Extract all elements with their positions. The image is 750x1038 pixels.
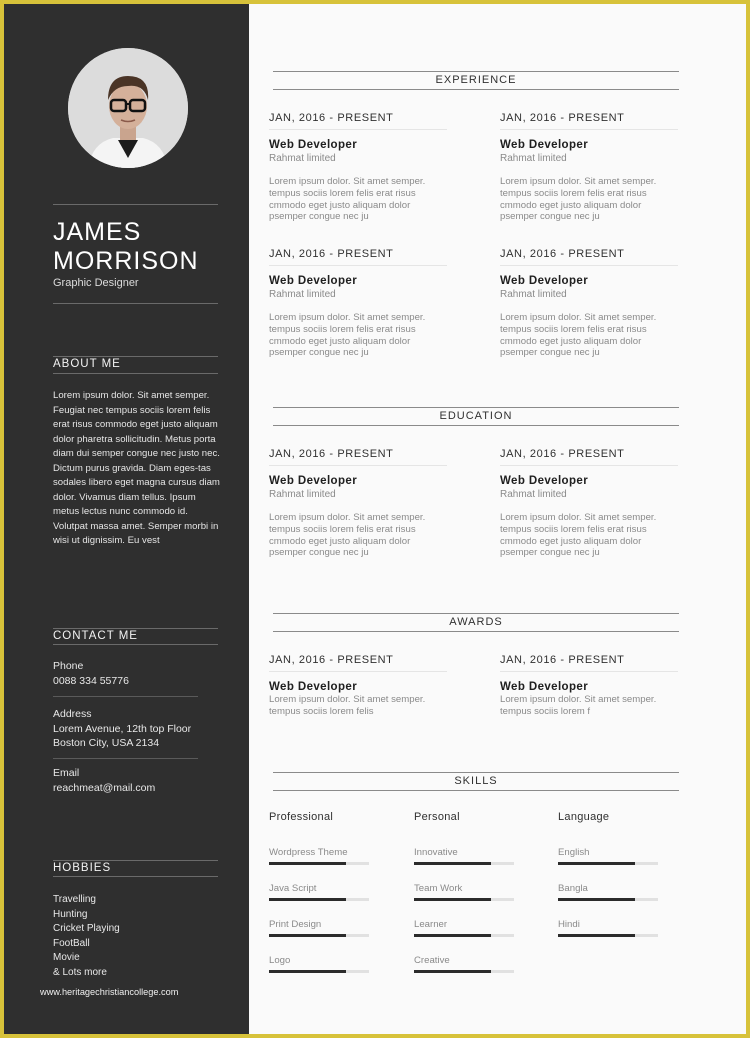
entry-date: JAN, 2016 - PRESENT [500,248,678,266]
divider [53,876,218,877]
education-entry [269,448,447,559]
divider [53,628,218,629]
skill-item [269,883,369,901]
entry-title: Web Developer [269,475,358,487]
skill-bar [414,970,514,973]
name-first: JAMES [53,218,142,246]
skill-bar [269,898,369,901]
entry-description: Lorem ipsum dolor. Sit amet semper. tempus sociis lorem felis erat risus cmmodo eget justo aliquam dolor psemper congue nec ju [269,312,426,359]
divider [53,644,218,645]
skills-column-personal [414,811,524,966]
entry-description: Lorem ipsum dolor. Sit amet semper. tempus sociis lorem felis erat risus cmmodo eget justo aliquam dolor psemper congue nec ju [269,512,426,559]
entry-title: Web Developer [269,681,358,693]
list-item: FootBall [53,937,90,949]
skill-bar-fill [558,934,635,937]
skill-bar [414,898,514,901]
awards-heading [273,613,679,632]
entry-title: Web Developer [500,139,589,151]
watermark-url: www.heritagechristiancollege.com [40,987,179,997]
email-value[interactable]: reachmeat@mail.com [53,782,156,794]
skill-label: Print Design [269,919,322,930]
entry-title: Web Developer [269,275,358,287]
divider [53,758,198,759]
divider [53,373,218,374]
job-title: Graphic Designer [53,277,139,289]
skill-bar [269,934,369,937]
skills-column-heading: Language [558,811,610,823]
entry-description: Lorem ipsum dolor. Sit amet semper. tempus sociis lorem felis [269,694,426,717]
skill-bar-fill [414,862,491,865]
skill-bar [414,934,514,937]
skill-bar [414,862,514,865]
skill-label: Logo [269,955,291,966]
skill-bar-fill [414,934,491,937]
skill-bar-fill [269,934,346,937]
skill-label: Innovative [414,847,458,858]
email-label: Email [53,767,80,779]
entry-company: Rahmat limited [500,289,567,300]
divider [53,696,198,697]
hobbies-heading: HOBBIES [53,862,112,874]
skill-label: Creative [414,955,450,966]
skills-column-language [558,811,668,930]
award-entry [269,654,447,718]
about-heading: ABOUT ME [53,358,121,370]
entry-company: Rahmat limited [269,153,336,164]
skill-label: English [558,847,590,858]
skill-item [269,955,369,973]
skill-label: Hindi [558,919,580,930]
address-line-2: Boston City, USA 2134 [53,737,160,749]
resume-sheet [4,4,746,1034]
education-entry [500,448,678,559]
divider [53,356,218,357]
skills-column-professional [269,811,379,966]
skill-item [414,919,514,937]
divider [53,204,218,205]
entry-description: Lorem ipsum dolor. Sit amet semper. tempus sociis lorem f [500,694,657,717]
entry-title: Web Developer [269,139,358,151]
entry-date: JAN, 2016 - PRESENT [500,654,678,672]
experience-heading [273,71,679,90]
list-item: & Lots more [53,966,107,978]
entry-description: Lorem ipsum dolor. Sit amet semper. tempus sociis lorem felis erat risus cmmodo eget justo aliquam dolor psemper congue nec ju [500,312,657,359]
skill-bar [269,862,369,865]
skill-label: Bangla [558,883,588,894]
skill-label: Learner [414,919,448,930]
skill-bar-fill [558,862,635,865]
entry-company: Rahmat limited [500,153,567,164]
hobbies-list [53,893,120,980]
entry-company: Rahmat limited [269,289,336,300]
skills-heading [273,772,679,791]
skill-item [558,883,658,901]
skill-label: Team Work [414,883,463,894]
address-label: Address [53,708,92,720]
list-item: Travelling [53,894,96,905]
entry-description: Lorem ipsum dolor. Sit amet semper. tempus sociis lorem felis erat risus cmmodo eget justo aliquam dolor psemper congue nec ju [500,176,657,223]
entry-date: JAN, 2016 - PRESENT [500,112,678,130]
entry-date: JAN, 2016 - PRESENT [269,248,447,266]
entry-title: Web Developer [500,275,589,287]
skill-bar [269,970,369,973]
skill-item [558,919,658,937]
experience-entry [500,248,678,359]
skill-item [414,955,514,973]
skills-column-heading: Professional [269,811,334,823]
experience-entry [269,248,447,359]
entry-date: JAN, 2016 - PRESENT [269,448,447,466]
about-text: Lorem ipsum dolor. Sit amet semper. Feugiat nec tempus sociis lorem felis erat risus commodo eget justo aliquam dolor pharetra sollicitudin. Metus porta diam dui semper congue nec justo nec. Dictum purus gravida. Diam eges-tas sodales libero eget magna cursus diam dolor. Vivamus diam tellus. Ipsum metus lectus nunc commodo id. Volutpat massa amet. Semper morbi in wisi ut dignissim. Eu vest [53,390,220,546]
skill-bar-fill [269,898,346,901]
sidebar [4,4,249,1034]
divider [53,860,218,861]
skill-label: Java Script [269,883,317,894]
education-heading [273,407,679,426]
skill-bar-fill [414,898,491,901]
experience-entry [500,112,678,223]
phone-value[interactable]: 0088 334 55776 [53,675,129,687]
skill-item [269,847,369,865]
main-content [249,4,746,1034]
profile-photo [68,48,188,168]
skill-item [414,847,514,865]
address-line-1: Lorem Avenue, 12th top Floor [53,723,192,735]
list-item: Hunting [53,908,88,920]
entry-date: JAN, 2016 - PRESENT [269,112,447,130]
section-title: EXPERIENCE [428,74,525,86]
entry-description: Lorem ipsum dolor. Sit amet semper. tempus sociis lorem felis erat risus cmmodo eget justo aliquam dolor psemper congue nec ju [500,512,657,559]
entry-date: JAN, 2016 - PRESENT [500,448,678,466]
person-name [53,218,199,276]
skill-bar-fill [414,970,491,973]
skill-bar [558,898,658,901]
list-item: Cricket Playing [53,923,120,934]
name-last: MORRISON [53,247,199,275]
skill-bar [558,934,658,937]
award-entry [500,654,678,718]
phone-label: Phone [53,660,84,672]
contact-heading: CONTACT ME [53,630,138,642]
section-title: AWARDS [441,616,510,628]
skill-bar-fill [269,862,346,865]
skill-item [414,883,514,901]
skill-bar-fill [269,970,346,973]
skill-bar-fill [558,898,635,901]
entry-date: JAN, 2016 - PRESENT [269,654,447,672]
skill-item [558,847,658,865]
entry-company: Rahmat limited [500,489,567,500]
section-title: SKILLS [446,775,505,787]
divider [53,303,218,304]
skill-item [269,919,369,937]
skills-column-heading: Personal [414,811,460,823]
portrait-image [68,48,188,168]
skill-bar [558,862,658,865]
experience-entry [269,112,447,223]
entry-description: Lorem ipsum dolor. Sit amet semper. tempus sociis lorem felis erat risus cmmodo eget justo aliquam dolor psemper congue nec ju [269,176,426,223]
section-title: EDUCATION [432,410,521,422]
entry-title: Web Developer [500,681,589,693]
entry-company: Rahmat limited [269,489,336,500]
entry-title: Web Developer [500,475,589,487]
skill-label: Wordpress Theme [269,847,348,858]
list-item: Movie [53,952,80,963]
